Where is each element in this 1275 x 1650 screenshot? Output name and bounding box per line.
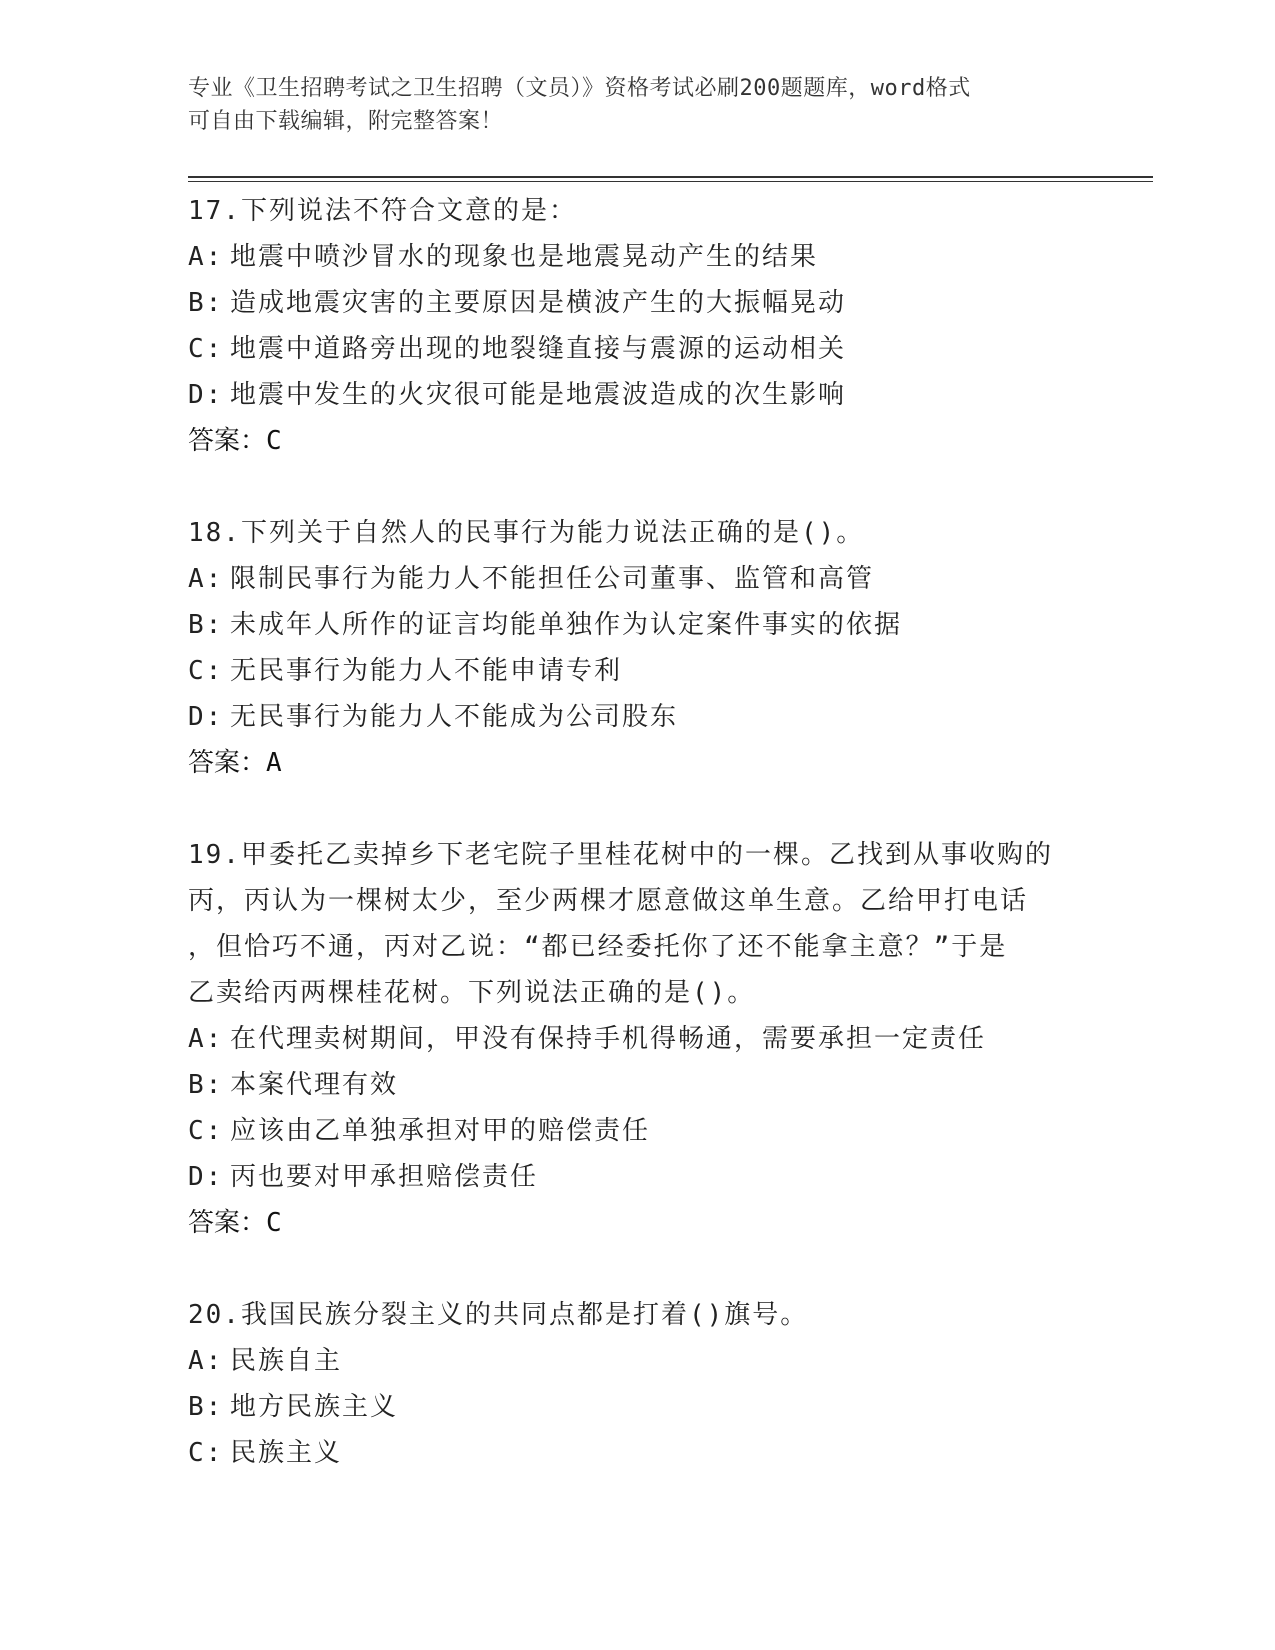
option-text: 造成地震灾害的主要原因是横波产生的大振幅晃动 — [230, 288, 847, 318]
option-letter: B: — [188, 1392, 224, 1422]
option-letter: B: — [188, 1070, 224, 1100]
header-divider-thin — [188, 181, 1153, 182]
option-letter: A: — [188, 564, 224, 594]
option-c — [188, 326, 1088, 372]
option-text: 无民事行为能力人不能申请专利 — [230, 656, 623, 686]
header-line-1: 专业《卫生招聘考试之卫生招聘（文员）》资格考试必刷200题题库，word格式 — [188, 76, 971, 101]
spacer — [188, 786, 1088, 832]
option-text: 未成年人所作的证言均能单独作为认定案件事实的依据 — [230, 610, 903, 640]
option-d — [188, 372, 1088, 418]
answer-line: 答案：A — [188, 748, 282, 778]
option-text: 在代理卖树期间，甲没有保持手机得畅通，需要承担一定责任 — [230, 1024, 987, 1054]
option-text: 丙也要对甲承担赔偿责任 — [230, 1162, 539, 1192]
option-text: 民族主义 — [230, 1438, 343, 1468]
question-20 — [188, 1292, 1088, 1476]
option-c — [188, 648, 1088, 694]
answer-line: 答案：C — [188, 1208, 282, 1238]
option-letter: A: — [188, 1346, 224, 1376]
option-text: 地震中喷沙冒水的现象也是地震晃动产生的结果 — [230, 242, 819, 272]
question-stem-line-1: 19.甲委托乙卖掉乡下老宅院子里桂花树中的一棵。乙找到从事收购的 — [188, 840, 1053, 870]
option-text: 应该由乙单独承担对甲的赔偿责任 — [230, 1116, 651, 1146]
question-stem-line-2: 丙，丙认为一棵树太少，至少两棵才愿意做这单生意。乙给甲打电话 — [188, 886, 1029, 916]
question-list — [188, 188, 1088, 1476]
option-text: 地方民族主义 — [230, 1392, 399, 1422]
option-a — [188, 1016, 1088, 1062]
option-letter: D: — [188, 380, 224, 410]
option-text: 限制民事行为能力人不能担任公司董事、监管和高管 — [230, 564, 875, 594]
header-line-2: 可自由下载编辑，附完整答案！ — [188, 109, 504, 134]
question-18 — [188, 510, 1088, 786]
option-letter: A: — [188, 1024, 224, 1054]
option-letter: B: — [188, 288, 224, 318]
question-stem: 17.下列说法不符合文意的是： — [188, 196, 577, 226]
option-text: 无民事行为能力人不能成为公司股东 — [230, 702, 679, 732]
question-17 — [188, 188, 1088, 464]
option-text: 民族自主 — [230, 1346, 343, 1376]
question-stem: 18.下列关于自然人的民事行为能力说法正确的是()。 — [188, 518, 865, 548]
option-letter: C: — [188, 1116, 224, 1146]
question-19 — [188, 832, 1088, 1246]
question-stem-line-4: 乙卖给丙两棵桂花树。下列说法正确的是()。 — [188, 978, 756, 1008]
option-letter: A: — [188, 242, 224, 272]
question-stem: 20.我国民族分裂主义的共同点都是打着()旗号。 — [188, 1300, 809, 1330]
option-letter: D: — [188, 702, 224, 732]
spacer — [188, 464, 1088, 510]
option-d — [188, 694, 1088, 740]
option-c — [188, 1108, 1088, 1154]
option-c — [188, 1430, 1088, 1476]
option-text: 本案代理有效 — [230, 1070, 399, 1100]
option-text: 地震中发生的火灾很可能是地震波造成的次生影响 — [230, 380, 847, 410]
option-a — [188, 1338, 1088, 1384]
option-text: 地震中道路旁出现的地裂缝直接与震源的运动相关 — [230, 334, 847, 364]
option-b — [188, 280, 1088, 326]
option-letter: C: — [188, 334, 224, 364]
answer-line: 答案：C — [188, 426, 282, 456]
option-a — [188, 234, 1088, 280]
option-b — [188, 602, 1088, 648]
option-b — [188, 1384, 1088, 1430]
option-b — [188, 1062, 1088, 1108]
option-letter: C: — [188, 656, 224, 686]
question-stem-line-3: ，但恰巧不通，丙对乙说：“都已经委托你了还不能拿主意？”于是 — [188, 932, 1008, 962]
spacer — [188, 1246, 1088, 1292]
option-letter: D: — [188, 1162, 224, 1192]
option-letter: B: — [188, 610, 224, 640]
header-divider-thick — [188, 176, 1153, 178]
document-header — [188, 72, 1088, 138]
option-d — [188, 1154, 1088, 1200]
option-a — [188, 556, 1088, 602]
option-letter: C: — [188, 1438, 224, 1468]
